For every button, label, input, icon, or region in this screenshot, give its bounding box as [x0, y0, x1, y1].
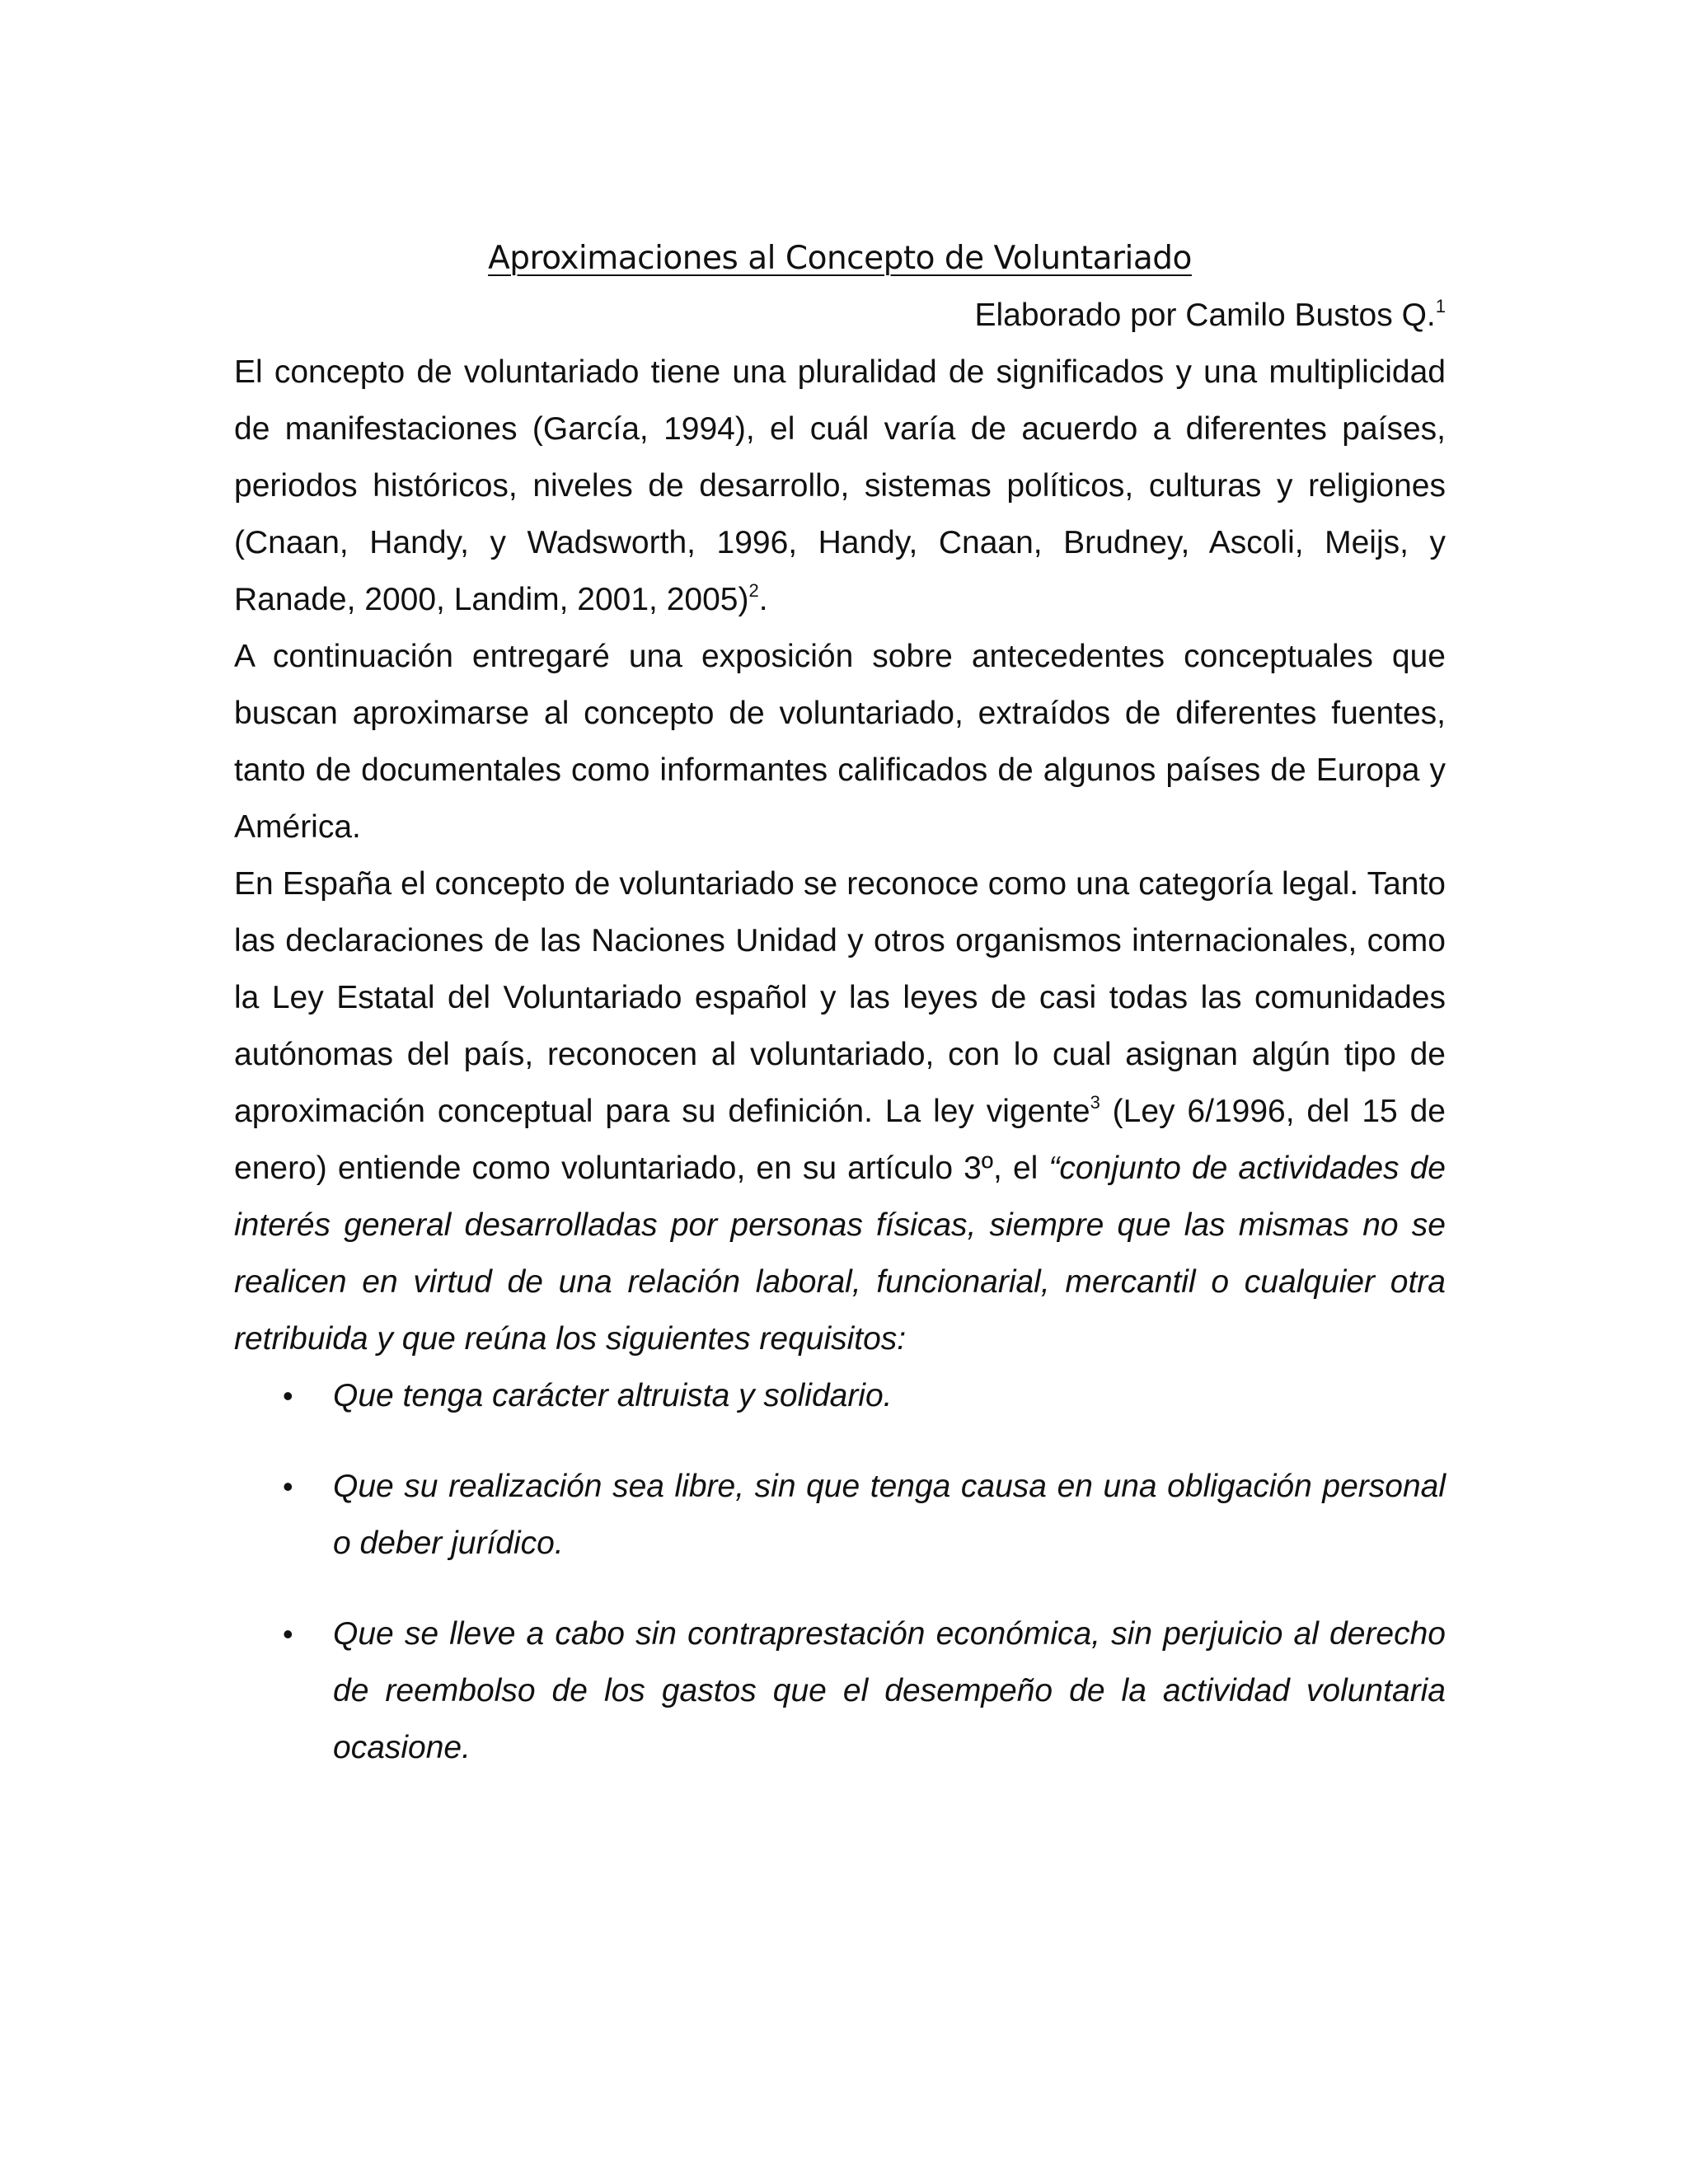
author-line — [234, 287, 1446, 344]
list-item — [234, 1367, 1446, 1424]
footnote-ref-3[interactable]: 3 — [1090, 1092, 1100, 1113]
requirement-text: Que se lleve a cabo sin contraprestación económica, sin perjuicio al derecho de reembolso de los gastos que el desempeño de la actividad voluntaria ocasione. — [333, 1616, 1446, 1765]
list-item — [234, 1458, 1446, 1572]
document-body — [234, 232, 1446, 1810]
bullet-icon: • — [283, 1469, 293, 1503]
document-title: Aproximaciones al Concepto de Voluntariado — [488, 240, 1192, 277]
paragraph-2: A continuación entregaré una exposición sobre antecedentes conceptuales que buscan aproximarse al concepto de voluntariado, extraídos de diferentes fuentes, tanto de documentales como informantes calificados de algunos países de Europa y América. — [234, 639, 1446, 845]
paragraph-1 — [234, 344, 1446, 628]
author-name: Elaborado por Camilo Bustos Q. — [974, 298, 1436, 333]
requirement-text: Que su realización sea libre, sin que tenga causa en una obligación personal o deber jurídico. — [333, 1469, 1446, 1561]
paragraph-3-cont: (Ley 6/1996, del 15 de enero) entiende como voluntariado, en su artículo 3º, el — [234, 1094, 1446, 1186]
bullet-icon: • — [283, 1617, 293, 1651]
paragraph-3 — [234, 855, 1446, 1367]
footnote-ref-1[interactable]: 1 — [1435, 296, 1446, 316]
bullet-icon: • — [283, 1379, 293, 1413]
paragraph-3-text: En España el concepto de voluntariado se reconoce como una categoría legal. Tanto las declaraciones de las Naciones Unidad y otros organismos internacionales, como la Ley Estatal del Voluntariado español y las leyes de casi todas las comunidades autónomas del país, reconocen al voluntariado, con lo cual asignan algún tipo de aproximación conceptual para su definición. La ley vigente — [234, 866, 1446, 1129]
list-item — [234, 1605, 1446, 1776]
requirements-list — [234, 1367, 1446, 1776]
law-quote: “conjunto de actividades de interés general desarrolladas por personas físicas, siempre que las mismas no se realicen en virtud de una relación laboral, funcionarial, mercantil o cualquier otra retribuida y que reúna los siguientes requisitos: — [234, 1151, 1446, 1357]
footnote-ref-2[interactable]: 2 — [748, 580, 759, 601]
paragraph-1-end: . — [758, 582, 768, 617]
paragraph-1-text: El concepto de voluntariado tiene una pluralidad de significados y una multiplicidad de manifestaciones (García, 1994), el cuál varía de acuerdo a diferentes países, periodos históricos, niveles de desarrollo, sistemas políticos, culturas y religiones (Cnaan, Handy, y Wadsworth, 1996, Handy, Cnaan, Brudney, Ascoli, Meijs, y Ranade, 2000, Landim, 2001, 2005) — [234, 354, 1446, 617]
requirement-text: Que tenga carácter altruista y solidario. — [333, 1378, 893, 1413]
